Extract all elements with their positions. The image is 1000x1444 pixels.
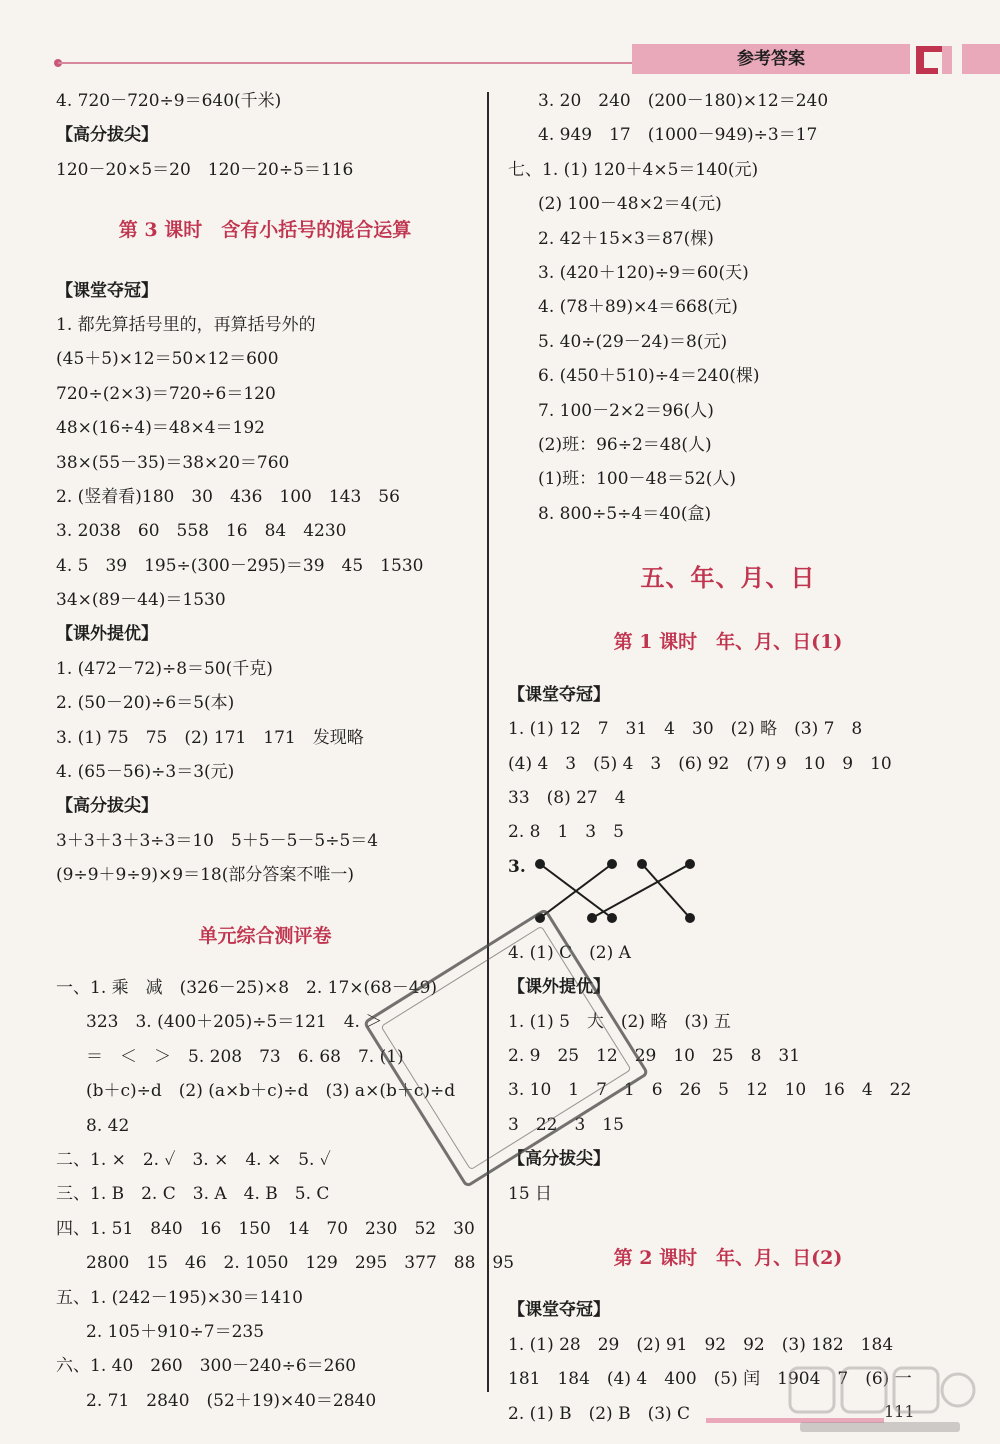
answer-line: 720÷(2×3)＝720÷6＝120	[56, 383, 276, 404]
answer-line: 48×(16÷4)＝48×4＝192	[56, 418, 265, 439]
answer-line: 1. (1) 28 29 (2) 91 92 92 (3) 182 184	[508, 1334, 894, 1355]
answer-line: 38×(55－35)＝38×20＝760	[56, 452, 290, 473]
answer-line: (b＋c)÷d (2) (a×b＋c)÷d (3) a×(b＋c)÷d	[86, 1081, 456, 1102]
answer-line: 2. 42＋15×3＝87(棵)	[538, 228, 714, 249]
page-number: 111	[884, 1402, 915, 1421]
left-column	[56, 84, 515, 1418]
answer-line: (45＋5)×12＝50×12＝600	[56, 349, 279, 370]
answer-line: 2. (1) B (2) B (3) C	[508, 1403, 691, 1424]
header-title: 参考答案	[632, 44, 910, 74]
answer-line: 5. 40÷(29－24)＝8(元)	[538, 331, 728, 352]
section-heading-lesson3: 第 3 课时 含有小括号的混合运算	[118, 219, 412, 242]
answer-line: 34×(89－44)＝1530	[56, 590, 226, 611]
matching-lines-diagram	[530, 850, 710, 936]
corner-bracket-icon	[912, 42, 956, 76]
answer-line: 4. 5 39 195÷(300－295)＝39 45 1530	[56, 555, 424, 576]
answer-line: (9÷9＋9÷9)×9＝18(部分答案不唯一)	[56, 865, 354, 886]
answer-line: 1. (472－72)÷8＝50(千克)	[56, 658, 273, 679]
header-tab-end	[962, 44, 1000, 74]
section-heading-unit-test: 单元综合测评卷	[198, 924, 332, 947]
answer-line: 3 22 3 15	[508, 1114, 624, 1135]
answer-line: 六、1. 40 260 300－240÷6＝260	[56, 1356, 357, 1377]
answer-line: 【高分拔尖】	[56, 796, 158, 817]
answer-line: 2. 71 2840 (52＋19)×40＝2840	[86, 1390, 377, 1411]
answer-line: 33 (8) 27 4	[508, 788, 626, 809]
answer-line: 【课堂夺冠】	[56, 280, 158, 301]
answer-line: 323 3. (400＋205)÷5＝121 4. ＞	[86, 1012, 383, 1033]
answer-line: 4. (65－56)÷3＝3(元)	[56, 762, 235, 783]
answer-line: 【课外提优】	[508, 977, 610, 998]
answer-line: (2) 100－48×2＝4(元)	[538, 194, 722, 215]
answer-line: 3. (1) 75 75 (2) 171 171 发现略	[56, 727, 364, 748]
answer-line: 2. (50－20)÷6＝5(本)	[56, 693, 235, 714]
section-heading-year-month-day-2: 第 2 课时 年、月、日(2)	[613, 1246, 843, 1269]
answer-line: 3. 20 240 (200－180)×12＝240	[538, 91, 829, 111]
answer-line: 1. (1) 12 7 31 4 30 (2) 略 (3) 7 8	[508, 719, 863, 740]
answer-line: 3. (420＋120)÷9＝60(天)	[538, 262, 749, 283]
answer-line: 8. 800÷5÷4＝40(盒)	[538, 503, 712, 524]
answer-line: 【课外提优】	[56, 624, 158, 645]
answer-line: 3. 10 1 7 1 6 26 5 12 10 16 4 22	[508, 1080, 912, 1101]
answer-line: 2. 105＋910÷7＝235	[86, 1321, 265, 1342]
answer-line: 1. (1) 5 大 (2) 略 (3) 五	[508, 1011, 731, 1032]
answer-line: 120－20×5＝20 120－20÷5＝116	[56, 159, 354, 180]
answer-line: 4. (78＋89)×4＝668(元)	[538, 297, 738, 318]
answer-line: ＝ ＜ ＞ 5. 208 73 6. 68 7. (1)	[86, 1046, 404, 1067]
answer-line: 五、1. (242－195)×30＝1410	[56, 1287, 303, 1308]
answer-line: 3＋3＋3＋3÷3＝10 5＋5－5－5÷5＝4	[56, 830, 379, 851]
answer-line: 三、1. B 2. C 3. A 4. B 5. C	[56, 1184, 330, 1205]
answer-line: 2. 9 25 12 29 10 25 8 31	[508, 1045, 801, 1066]
answer-line: 七、1. (1) 120＋4×5＝140(元)	[508, 159, 759, 180]
left-lines2-block	[56, 274, 474, 893]
answer-line: (2)班：96÷2＝48(人)	[538, 434, 712, 455]
section-heading-year-month-day-1: 第 1 课时 年、月、日(1)	[613, 631, 843, 654]
unit-title: 五、年、月、日	[640, 563, 816, 593]
answer-line: 【课堂夺冠】	[508, 684, 610, 705]
answer-line: (4) 4 3 (5) 4 3 (6) 92 (7) 9 10 9 10	[508, 753, 892, 774]
right-lines-block	[508, 84, 948, 531]
matching-label: 3.	[508, 856, 526, 877]
column-divider	[487, 92, 489, 1392]
answer-line: 一、1. 乘 减 (326－25)×8 2. 17×(68－49)	[56, 977, 438, 998]
answer-line: 3. 2038 60 558 16 84 4230	[56, 521, 347, 542]
answer-line: 【高分拔尖】	[508, 1149, 610, 1170]
answer-line: 4. 949 17 (1000－949)÷3＝17	[538, 125, 818, 146]
answer-line: 7. 100－2×2＝96(人)	[538, 400, 714, 421]
answer-line: 6. (450＋510)÷4＝240(棵)	[538, 366, 760, 387]
right-column	[508, 84, 948, 1431]
right-lines2-block	[508, 678, 948, 850]
answer-line: 2. (竖着看)180 30 436 100 143 56	[56, 486, 400, 507]
header-rule	[58, 62, 633, 64]
answer-line: 【高分拔尖】	[56, 125, 158, 146]
answer-line: 8. 42	[86, 1115, 130, 1136]
answer-line: 4. (1) C (2) A	[508, 942, 631, 963]
matching-answer	[508, 850, 948, 936]
answer-line: 4. 720－720÷9＝640(千米)	[56, 91, 282, 111]
answer-line: 1. 都先算括号里的，再算括号外的	[56, 314, 316, 335]
answer-line: (1)班：100－48＝52(人)	[538, 469, 737, 490]
answer-line: 15 日	[508, 1183, 553, 1204]
answer-line: 2. 8 1 3 5	[508, 822, 624, 843]
answer-line: 四、1. 51 840 16 150 14 70 230 52 30	[56, 1218, 475, 1239]
watermark-logo-icon	[780, 1360, 980, 1440]
answer-line: 二、1. × 2. ✓ 3. × 4. × 5. ✓	[56, 1149, 331, 1170]
answer-line: 181 184 (4) 4 400 (5) 闰 1904 7 (6) 一	[508, 1369, 912, 1390]
answer-line: 【课堂夺冠】	[508, 1300, 610, 1321]
left-lines-block	[56, 84, 474, 187]
answer-line: 2800 15 46 2. 1050 129 295 377 88 95	[86, 1253, 515, 1274]
